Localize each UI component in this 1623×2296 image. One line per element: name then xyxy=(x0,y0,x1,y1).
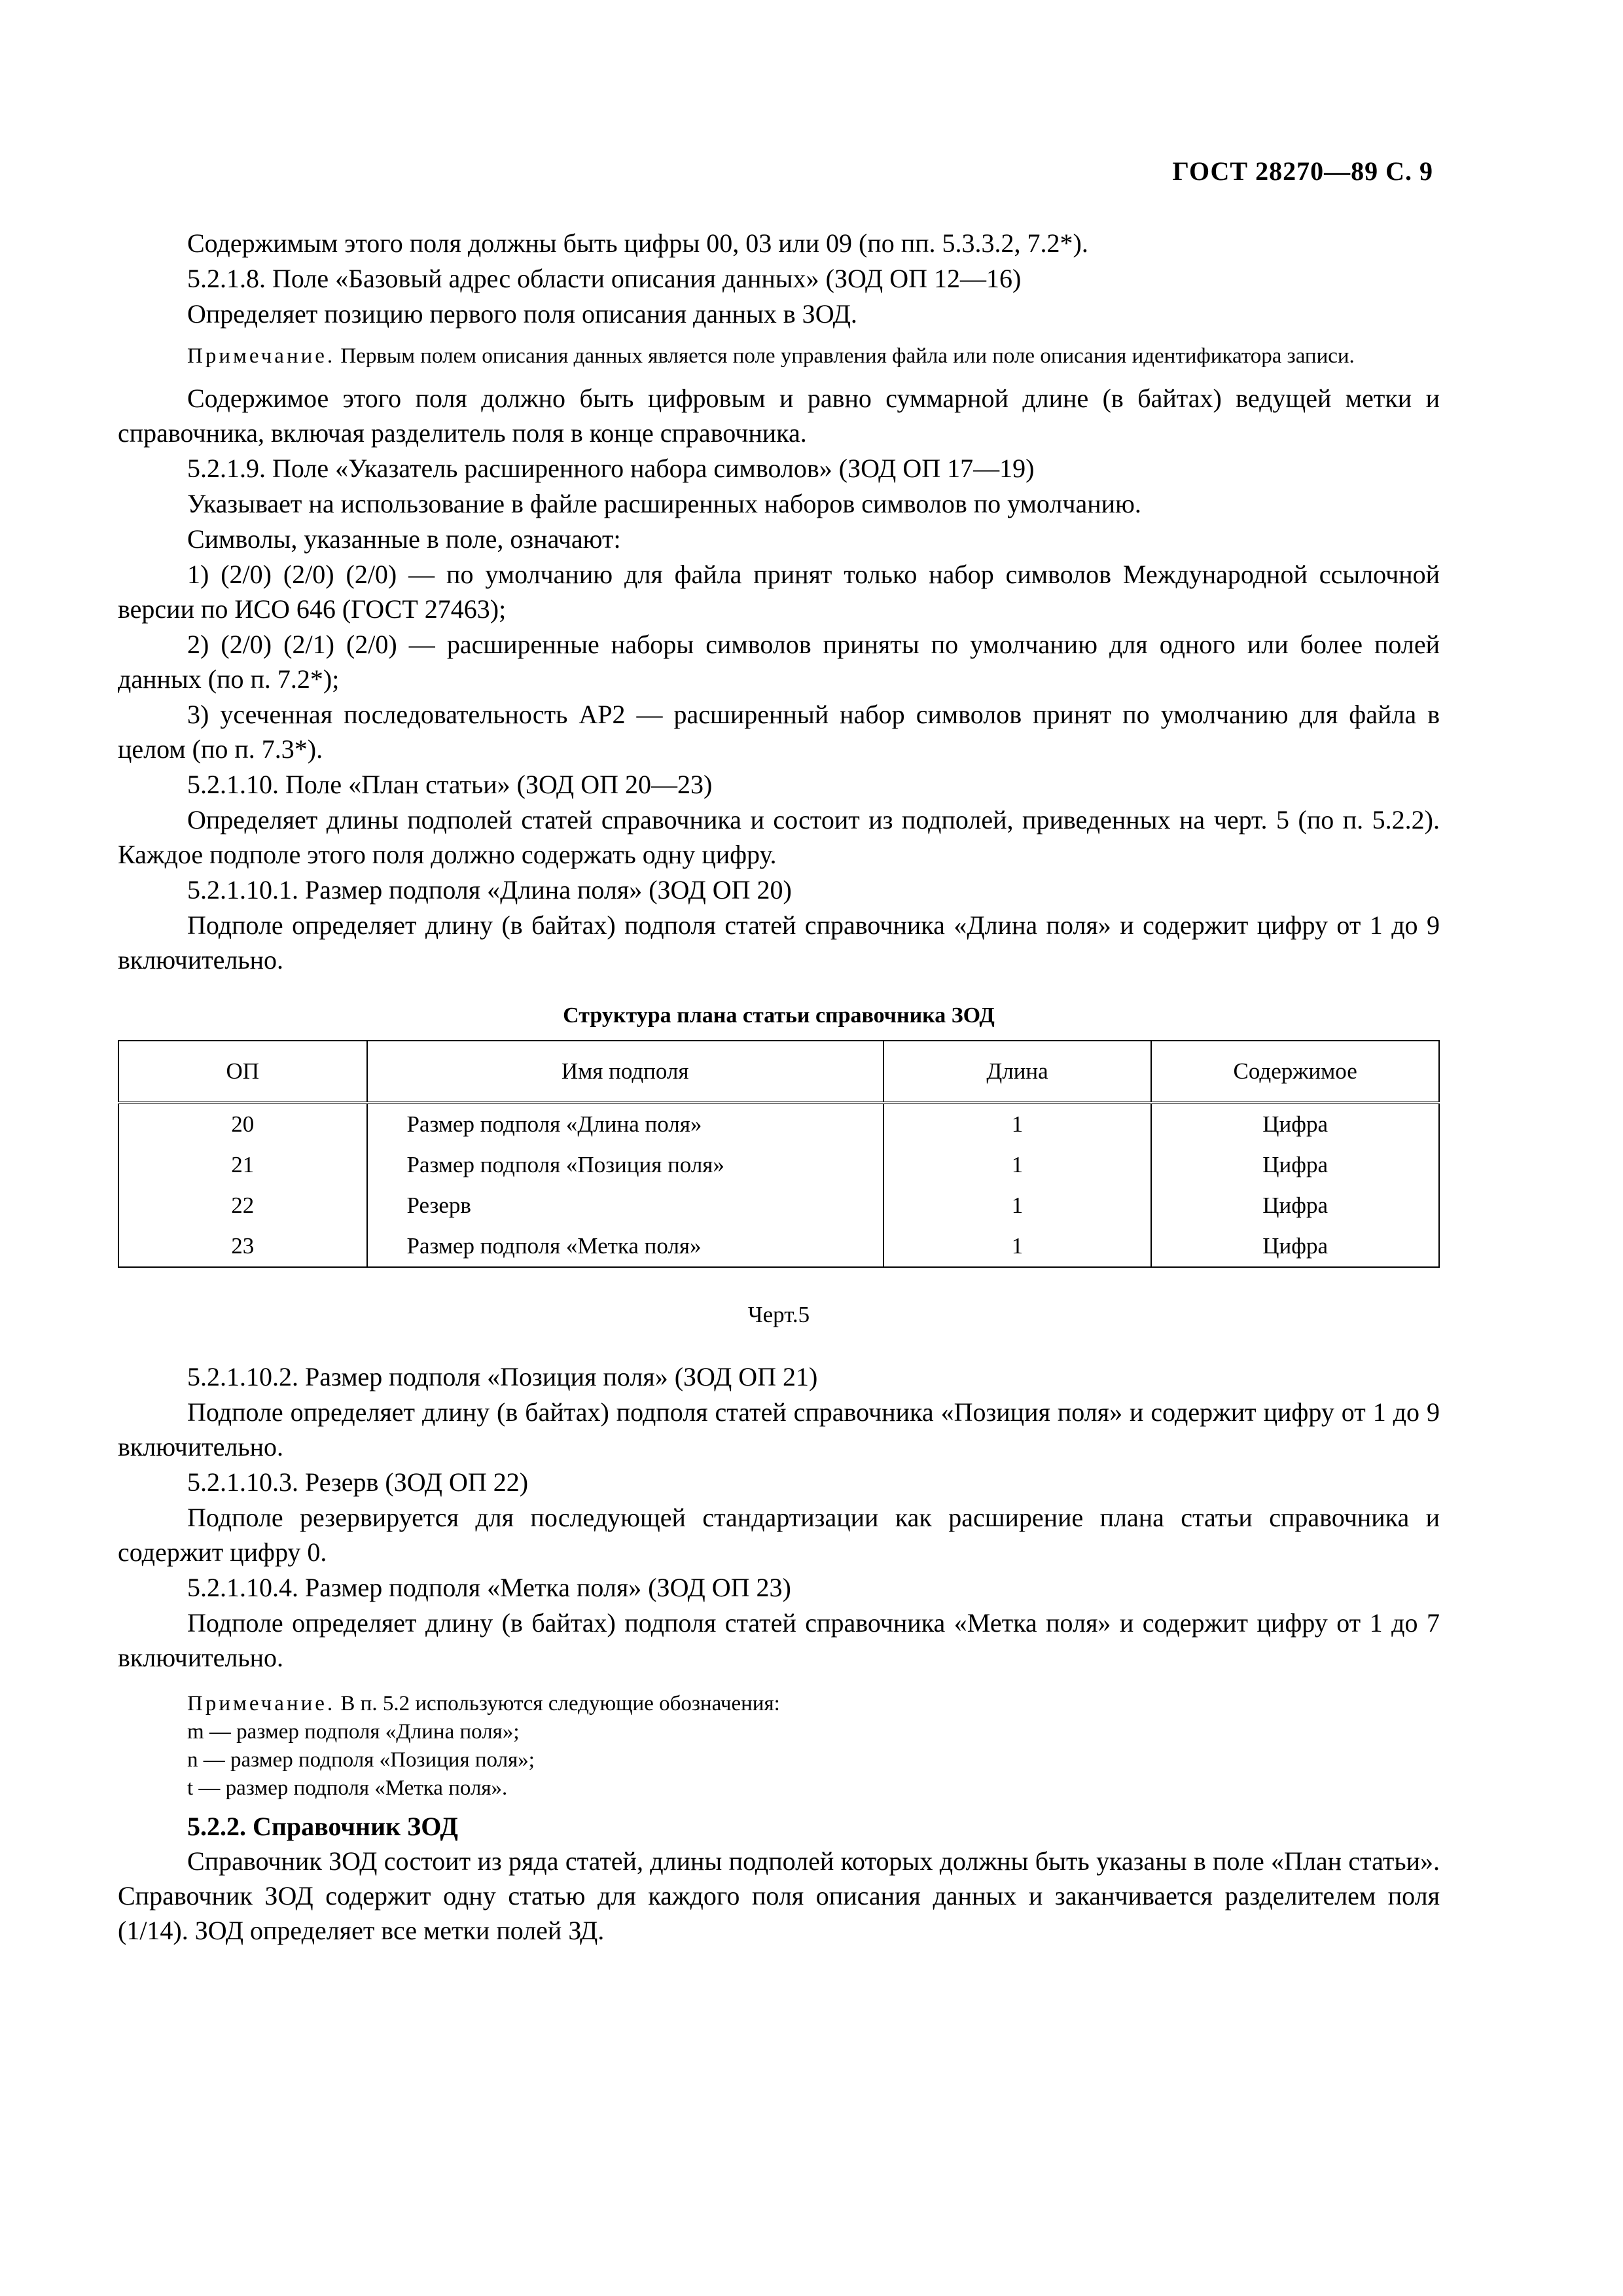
paragraph: Определяет позицию первого поля описания данных в ЗОД. xyxy=(187,299,857,329)
cell-op: 21 xyxy=(118,1145,367,1185)
cell-content: Цифра xyxy=(1151,1185,1439,1226)
clause-heading: 5.2.1.10.4. Размер подполя «Метка поля» (ЗОД ОП 23) xyxy=(187,1573,791,1602)
clause-heading: 5.2.1.10.3. Резерв (ЗОД ОП 22) xyxy=(187,1467,529,1497)
table-row xyxy=(118,1185,1439,1226)
column-header: ОП xyxy=(118,1041,367,1103)
cell-name: Размер подполя «Метка поля» xyxy=(367,1226,883,1267)
note-label: Примечание. xyxy=(187,344,336,368)
cell-op: 20 xyxy=(118,1103,367,1145)
paragraph: Содержимым этого поля должны быть цифры 00, 03 или 09 (по пп. 5.3.3.2, 7.2*). xyxy=(187,228,1088,258)
page-header: ГОСТ 28270—89 С. 9 xyxy=(1172,156,1433,186)
cell-length: 1 xyxy=(883,1226,1152,1267)
clause-heading: 5.2.1.8. Поле «Базовый адрес области описания данных» (ЗОД ОП 12—16) xyxy=(187,264,1022,293)
section-title: 5.2.2. Справочник ЗОД xyxy=(187,1812,458,1841)
note xyxy=(118,1690,1440,1718)
cell-length: 1 xyxy=(883,1185,1152,1226)
clause-heading: 5.2.1.10. Поле «План статьи» (ЗОД ОП 20—23) xyxy=(187,770,713,799)
note-text: Первым полем описания данных является поле управления файла или поле описания идентификатора записи. xyxy=(340,344,1355,368)
paragraph: Подполе определяет длину (в байтах) подполя статей справочника «Позиция поля» и содержит цифру от 1 до 9 включительно. xyxy=(118,1397,1440,1462)
paragraph: Указывает на использование в файле расширенных наборов символов по умолчанию. xyxy=(187,489,1141,518)
table-header-row xyxy=(118,1041,1439,1103)
page-content xyxy=(118,226,1440,1948)
table-row xyxy=(118,1103,1439,1145)
cell-name: Резерв xyxy=(367,1185,883,1226)
cell-name: Размер подполя «Позиция поля» xyxy=(367,1145,883,1185)
clause-heading: 5.2.1.10.2. Размер подполя «Позиция поля» (ЗОД ОП 21) xyxy=(187,1362,818,1391)
note-text: В п. 5.2 используются следующие обозначения: xyxy=(340,1692,780,1715)
note-label: Примечание. xyxy=(187,1692,336,1715)
structure-table xyxy=(118,1040,1440,1268)
cell-content: Цифра xyxy=(1151,1226,1439,1267)
note-list-item: n — размер подполя «Позиция поля»; xyxy=(187,1748,535,1772)
cell-content: Цифра xyxy=(1151,1103,1439,1145)
paragraph: Подполе определяет длину (в байтах) подполя статей справочника «Длина поля» и содержит цифру от 1 до 9 включительно. xyxy=(118,910,1440,975)
clause-heading: 5.2.1.9. Поле «Указатель расширенного набора символов» (ЗОД ОП 17—19) xyxy=(187,454,1035,483)
paragraph: Символы, указанные в поле, означают: xyxy=(187,524,621,554)
table-row xyxy=(118,1226,1439,1267)
column-header: Имя подполя xyxy=(367,1041,883,1103)
column-header: Длина xyxy=(883,1041,1152,1103)
cell-length: 1 xyxy=(883,1103,1152,1145)
cell-name: Размер подполя «Длина поля» xyxy=(367,1103,883,1145)
list-item: 1) (2/0) (2/0) (2/0) — по умолчанию для файла принят только набор символов Международной ссылочной версии по ИСО 646 (ГОСТ 27463); xyxy=(118,560,1440,624)
paragraph: Содержимое этого поля должно быть цифровым и равно суммарной длине (в байтах) ведущей метки и справочника, включая разделитель поля в конце справочника. xyxy=(118,384,1440,448)
note-list-item: m — размер подполя «Длина поля»; xyxy=(187,1720,520,1744)
note-list xyxy=(118,1718,1440,1803)
cell-content: Цифра xyxy=(1151,1145,1439,1185)
note-list-item: t — размер подполя «Метка поля». xyxy=(187,1776,508,1800)
paragraph: Подполе определяет длину (в байтах) подполя статей справочника «Метка поля» и содержит цифру от 1 до 7 включительно. xyxy=(118,1608,1440,1672)
list-item: 3) усеченная последовательность АР2 — расширенный набор символов принят по умолчанию для файла в целом (по п. 7.3*). xyxy=(118,700,1440,764)
cell-length: 1 xyxy=(883,1145,1152,1185)
cell-op: 22 xyxy=(118,1185,367,1226)
table-row xyxy=(118,1145,1439,1185)
paragraph: Подполе резервируется для последующей стандартизации как расширение плана статьи справочника и содержит цифру 0. xyxy=(118,1503,1440,1567)
table-title: Структура плана статьи справочника ЗОД xyxy=(563,1003,995,1028)
paragraph: Справочник ЗОД состоит из ряда статей, длины подполей которых должны быть указаны в поле «План статьи». Справочник ЗОД содержит одну статью для каждого поля описания данных и заканчивается разделителем поля (1/14). ЗОД определяет все метки полей ЗД. xyxy=(118,1846,1440,1945)
list-item: 2) (2/0) (2/1) (2/0) — расширенные наборы символов приняты по умолчанию для одного или более полей данных (по п. 7.2*); xyxy=(118,630,1440,694)
figure-caption: Черт.5 xyxy=(747,1302,810,1327)
paragraph: Определяет длины подполей статей справочника и состоит из подполей, приведенных на черт. 5 (по п. 5.2.2). Каждое подполе этого поля должно содержать одну цифру. xyxy=(118,805,1440,869)
column-header: Содержимое xyxy=(1151,1041,1439,1103)
cell-op: 23 xyxy=(118,1226,367,1267)
clause-heading: 5.2.1.10.1. Размер подполя «Длина поля» (ЗОД ОП 20) xyxy=(187,875,792,905)
note xyxy=(118,342,1440,370)
